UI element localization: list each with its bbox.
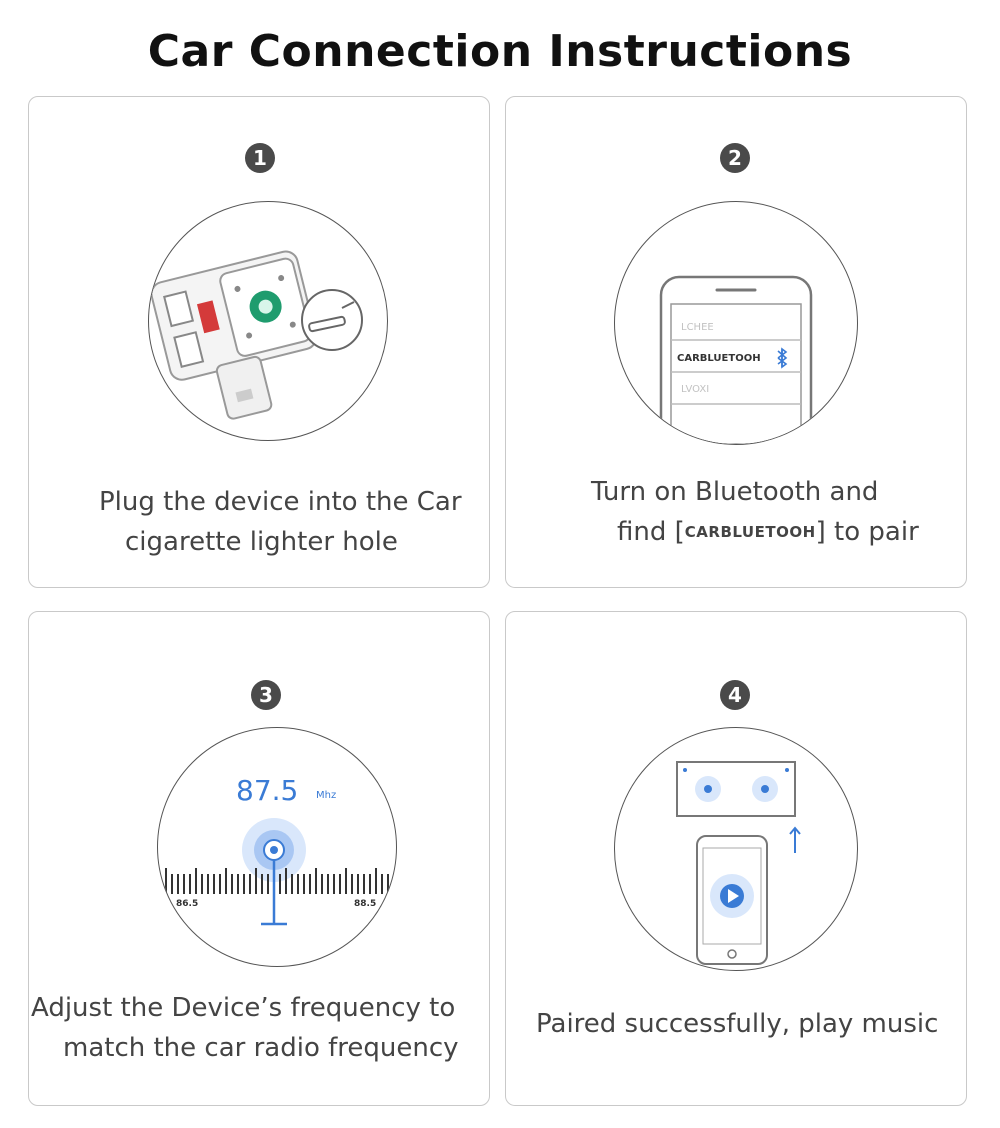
step-number-1: 1 — [245, 143, 275, 173]
caption-line: Plug the device into the Car — [99, 487, 462, 517]
step-card-1 — [28, 96, 490, 588]
step-caption-1 — [99, 482, 462, 562]
caption-line: cigarette lighter hole — [125, 527, 398, 557]
paired-illustration — [614, 727, 858, 971]
frequency-unit: Mhz — [316, 790, 337, 801]
caption-line: Turn on Bluetooth and — [591, 477, 879, 507]
step-card-2 — [505, 96, 967, 588]
frequency-value: 87.5 — [236, 774, 299, 807]
phone-bluetooth-illustration — [614, 201, 858, 445]
caption-line: Adjust the Device’s frequency to — [31, 993, 456, 1023]
step-number-4: 4 — [720, 680, 750, 710]
radio-frequency-illustration — [157, 727, 397, 967]
step-card-3 — [28, 611, 490, 1106]
step-number-2: 2 — [720, 143, 750, 173]
step-caption-2 — [591, 472, 919, 552]
caption-line: Paired successfully, play music — [536, 1009, 939, 1039]
caption-line-2 — [591, 512, 919, 552]
step-caption-3 — [31, 988, 459, 1068]
caption-text: to pair — [825, 517, 919, 547]
phone-list-item: LCHEE — [681, 322, 714, 333]
bracket: [ — [674, 517, 685, 547]
bracket: ] — [815, 517, 826, 547]
step-card-4 — [505, 611, 967, 1106]
device-name: CARBLUETOOH — [684, 523, 816, 541]
step-caption-4 — [536, 1004, 938, 1044]
scale-label-right: 88.5 — [354, 899, 377, 909]
phone-list-item: LVOXI — [681, 384, 710, 395]
caption-text: find — [617, 517, 675, 547]
caption-line: match the car radio frequency — [63, 1033, 459, 1063]
step-number-3: 3 — [251, 680, 281, 710]
car-charger-illustration — [148, 201, 388, 441]
scale-label-left: 86.5 — [176, 899, 199, 909]
page-title: Car Connection Instructions — [147, 26, 853, 77]
phone-list-item-selected: CARBLUETOOH — [677, 353, 761, 364]
